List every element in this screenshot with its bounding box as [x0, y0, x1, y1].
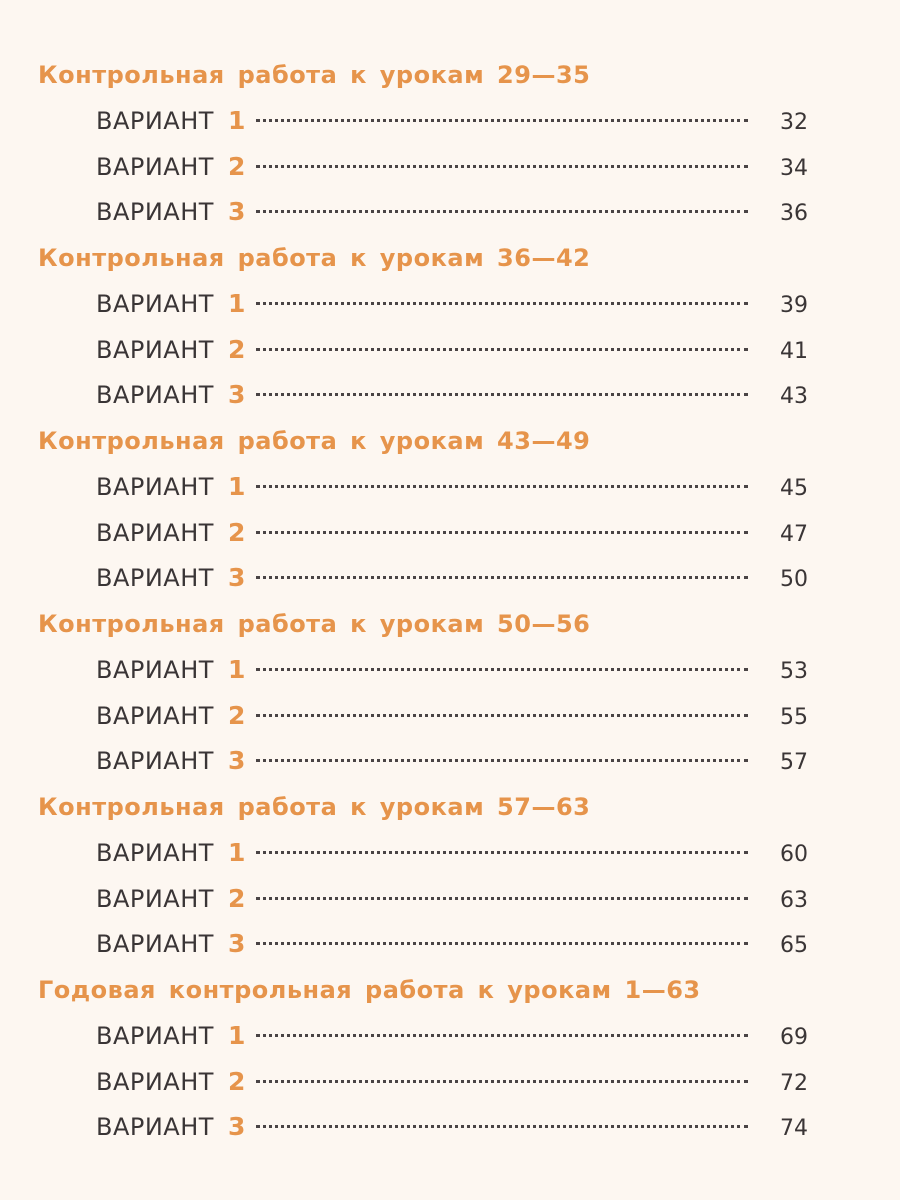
dot-leader — [256, 714, 748, 717]
variant-label: ВАРИАНТ — [96, 930, 214, 958]
section-heading: Контрольная работа к урокам 57—63 — [38, 793, 591, 821]
dot-leader — [256, 851, 748, 854]
variant-label: ВАРИАНТ — [96, 1022, 214, 1050]
page-number: 34 — [780, 155, 808, 181]
toc-entry — [38, 1059, 808, 1105]
variant-number: 2 — [227, 700, 246, 730]
variant-number: 3 — [227, 197, 246, 226]
variant-number: 3 — [227, 380, 246, 409]
toc-entry — [38, 144, 808, 190]
variant-number: 3 — [227, 1112, 246, 1141]
page-number: 63 — [780, 887, 808, 913]
page-number: 47 — [780, 521, 808, 547]
variant-label: ВАРИАНТ — [96, 107, 214, 135]
dot-leader — [256, 1125, 748, 1128]
variant-number: 1 — [227, 472, 246, 501]
variant-label: ВАРИАНТ — [96, 1067, 214, 1096]
dot-leader — [256, 576, 748, 579]
toc-entry — [38, 1013, 808, 1059]
dot-leader — [256, 119, 748, 122]
dot-leader — [256, 485, 748, 488]
variant-number: 3 — [227, 746, 246, 775]
dot-leader — [256, 348, 748, 351]
page-number: 36 — [780, 201, 808, 226]
toc-entry — [38, 327, 808, 373]
variant-number: 3 — [227, 929, 246, 958]
page-number: 74 — [780, 1116, 808, 1141]
section-heading: Контрольная работа к урокам 36—42 — [38, 244, 591, 272]
toc-section — [38, 601, 808, 784]
toc-entry — [38, 372, 808, 418]
variant-label: ВАРИАНТ — [96, 564, 214, 592]
toc-entry — [38, 1104, 808, 1150]
toc-entry — [38, 510, 808, 556]
variant-number: 2 — [227, 883, 246, 913]
variant-label: ВАРИАНТ — [96, 290, 214, 318]
variant-label: ВАРИАНТ — [96, 1113, 214, 1141]
variant-label: ВАРИАНТ — [96, 381, 214, 409]
variant-label: ВАРИАНТ — [96, 198, 214, 226]
variant-number: 2 — [227, 1066, 246, 1096]
variant-label: ВАРИАНТ — [96, 747, 214, 775]
variant-number: 1 — [227, 1021, 246, 1050]
toc-entry — [38, 647, 808, 693]
variant-label: ВАРИАНТ — [96, 839, 214, 867]
variant-label: ВАРИАНТ — [96, 152, 214, 181]
toc-section — [38, 967, 808, 1150]
dot-leader — [256, 668, 748, 671]
dot-leader — [256, 531, 748, 534]
toc-section — [38, 784, 808, 967]
page-number: 57 — [780, 750, 808, 775]
toc-section — [38, 52, 808, 235]
dot-leader — [256, 942, 748, 945]
variant-number: 1 — [227, 655, 246, 684]
variant-label: ВАРИАНТ — [96, 335, 214, 364]
page-number: 60 — [780, 842, 808, 867]
page-number: 39 — [780, 293, 808, 318]
variant-number: 1 — [227, 106, 246, 135]
variant-number: 2 — [227, 517, 246, 547]
toc-entry — [38, 738, 808, 784]
variant-number: 1 — [227, 838, 246, 867]
section-heading: Контрольная работа к урокам 29—35 — [38, 61, 591, 89]
variant-label: ВАРИАНТ — [96, 656, 214, 684]
page-number: 41 — [780, 338, 808, 364]
variant-number: 2 — [227, 334, 246, 364]
page-number: 43 — [780, 384, 808, 409]
toc-entry — [38, 98, 808, 144]
toc-entry — [38, 464, 808, 510]
dot-leader — [256, 897, 748, 900]
toc-entry — [38, 830, 808, 876]
toc-section — [38, 235, 808, 418]
variant-label: ВАРИАНТ — [96, 518, 214, 547]
dot-leader — [256, 302, 748, 305]
page-number: 65 — [780, 933, 808, 958]
toc-entry — [38, 693, 808, 739]
toc-entry — [38, 281, 808, 327]
page-number: 55 — [780, 704, 808, 730]
dot-leader — [256, 759, 748, 762]
section-heading: Годовая контрольная работа к урокам 1—63 — [38, 976, 701, 1004]
page-number: 45 — [780, 476, 808, 501]
dot-leader — [256, 1034, 748, 1037]
page-number: 50 — [780, 567, 808, 592]
section-heading: Контрольная работа к урокам 50—56 — [38, 610, 591, 638]
variant-number: 2 — [227, 151, 246, 181]
variant-label: ВАРИАНТ — [96, 884, 214, 913]
variant-number: 3 — [227, 563, 246, 592]
toc-entry — [38, 876, 808, 922]
dot-leader — [256, 210, 748, 213]
page-number: 72 — [780, 1070, 808, 1096]
dot-leader — [256, 393, 748, 396]
dot-leader — [256, 1080, 748, 1083]
variant-number: 1 — [227, 289, 246, 318]
variant-label: ВАРИАНТ — [96, 473, 214, 501]
variant-label: ВАРИАНТ — [96, 701, 214, 730]
page-number: 32 — [780, 110, 808, 135]
toc-entry — [38, 555, 808, 601]
toc-section — [38, 418, 808, 601]
dot-leader — [256, 165, 748, 168]
page-number: 53 — [780, 659, 808, 684]
toc-entry — [38, 921, 808, 967]
toc-entry — [38, 189, 808, 235]
page-number: 69 — [780, 1025, 808, 1050]
section-heading: Контрольная работа к урокам 43—49 — [38, 427, 591, 455]
